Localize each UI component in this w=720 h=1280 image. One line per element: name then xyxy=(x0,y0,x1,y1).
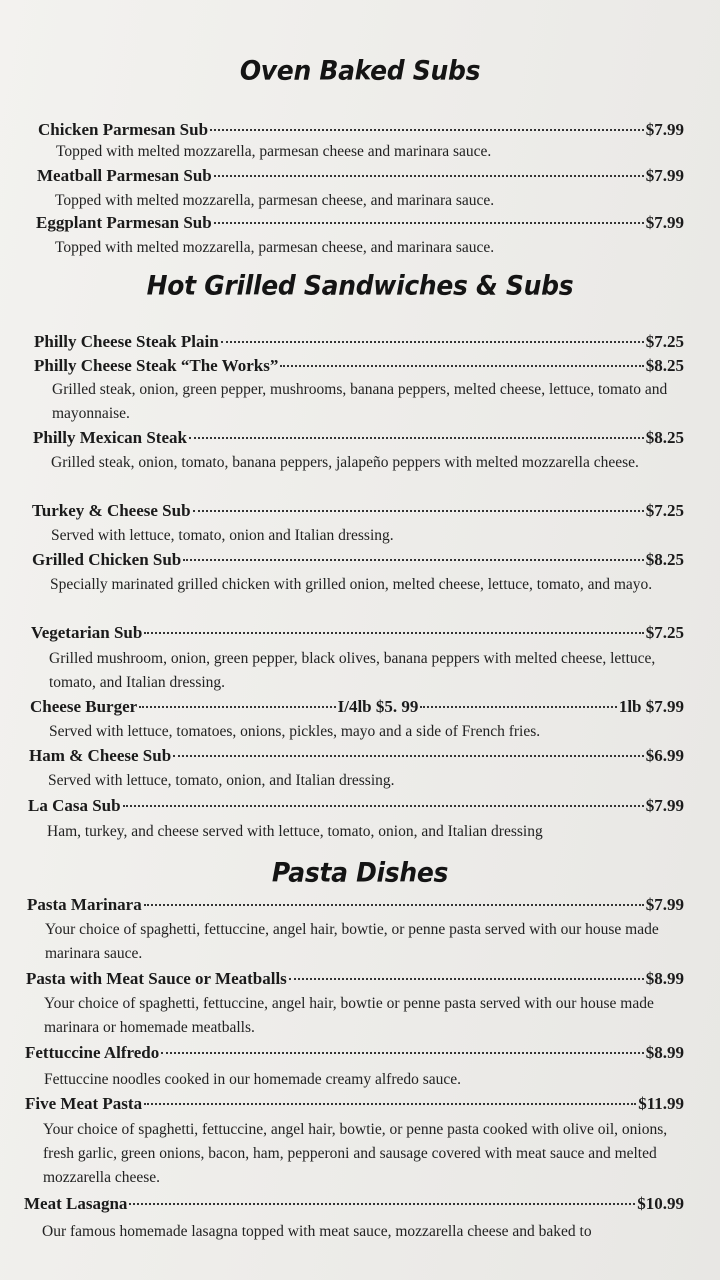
item-price: $7.25 xyxy=(645,332,684,351)
item-description: Served with lettuce, tomato, onion, and Italian dressing. xyxy=(48,772,395,789)
item-price: $10.99 xyxy=(637,1194,684,1213)
item-name: Pasta with Meat Sauce or Meatballs xyxy=(26,969,287,988)
item-name: Cheese Burger xyxy=(30,697,138,716)
item-price: $8.25 xyxy=(645,550,684,569)
leader-dots xyxy=(280,365,643,367)
item-price: $8.99 xyxy=(645,1043,684,1062)
leader-dots xyxy=(221,341,644,343)
item-description: Your choice of spaghetti, fettuccine, angel hair, bowtie, or penne pasta cooked with olive oil, onions, fresh garlic, green onions, bacon, ham, pepperoni and sausage covered with meat sauce and melted mozzarella cheese. xyxy=(43,1121,668,1186)
leader-dots xyxy=(210,129,644,131)
item-price: $8.99 xyxy=(645,969,684,988)
menu-item-philly-cheese-steak-plain xyxy=(34,332,684,352)
item-name: Chicken Parmesan Sub xyxy=(38,120,209,139)
item-name: Vegetarian Sub xyxy=(31,623,143,642)
leader-dots xyxy=(144,904,644,906)
item-description: Our famous homemade lasagna topped with meat sauce, mozzarella cheese and baked to xyxy=(42,1223,592,1240)
menu-item-pasta-meat-sauce xyxy=(26,969,684,989)
menu-item-philly-cheese-steak-works xyxy=(34,356,684,376)
menu-item-grilled-chicken-sub xyxy=(32,550,684,570)
leader-dots xyxy=(289,978,644,980)
item-name: Grilled Chicken Sub xyxy=(32,550,182,569)
leader-dots xyxy=(214,222,644,224)
item-price: $8.25 xyxy=(645,428,684,447)
menu-item-eggplant-parmesan-sub xyxy=(36,213,684,233)
leader-dots xyxy=(139,706,335,708)
menu-item-meat-lasagna xyxy=(24,1194,684,1214)
leader-dots xyxy=(123,805,644,807)
item-name: Meatball Parmesan Sub xyxy=(37,166,212,185)
item-description: Served with lettuce, tomato, onion and Italian dressing. xyxy=(51,527,394,544)
menu-item-la-casa-sub xyxy=(28,796,684,816)
item-description: Specially marinated grilled chicken with grilled onion, melted cheese, lettuce, tomato, and mayo. xyxy=(50,576,653,593)
item-price: $7.99 xyxy=(645,120,684,139)
item-name: Five Meat Pasta xyxy=(25,1094,143,1113)
item-description: Your choice of spaghetti, fettuccine, angel hair, bowtie or penne pasta served with our house made marinara or homemade meatballs. xyxy=(44,995,654,1036)
item-price: $7.99 xyxy=(645,213,684,232)
item-description: Topped with melted mozzarella, parmesan cheese, and marinara sauce. xyxy=(55,239,495,256)
item-price: $6.99 xyxy=(645,746,684,765)
menu-item-meatball-parmesan-sub xyxy=(37,166,684,186)
item-name: Eggplant Parmesan Sub xyxy=(36,213,212,232)
section-title-oven-baked-subs: Oven Baked Subs xyxy=(239,55,481,86)
item-name: Pasta Marinara xyxy=(27,895,142,914)
item-name: Turkey & Cheese Sub xyxy=(32,501,191,520)
menu-item-chicken-parmesan-sub xyxy=(38,120,684,140)
leader-dots xyxy=(420,706,616,708)
item-description: Topped with melted mozzarella, parmesan cheese and marinara sauce. xyxy=(56,143,492,160)
menu-item-fettuccine-alfredo xyxy=(25,1043,684,1063)
item-description: Grilled steak, onion, green pepper, mushrooms, banana peppers, melted cheese, lettuce, tomato and mayonnaise. xyxy=(52,381,668,422)
item-description: Topped with melted mozzarella, parmesan cheese, and marinara sauce. xyxy=(55,192,495,209)
menu-item-vegetarian-sub xyxy=(31,623,684,643)
menu-item-philly-mexican-steak xyxy=(33,428,684,448)
item-name: Ham & Cheese Sub xyxy=(29,746,172,765)
menu-item-ham-cheese-sub xyxy=(29,746,684,766)
item-description: Ham, turkey, and cheese served with lettuce, tomato, onion, and Italian dressing xyxy=(47,823,543,840)
item-name: Meat Lasagna xyxy=(24,1194,128,1213)
section-title-pasta-dishes: Pasta Dishes xyxy=(271,857,449,888)
item-price-quarter-lb: I/4lb $5. 99 xyxy=(337,697,419,716)
menu-item-five-meat-pasta xyxy=(25,1094,684,1114)
menu-item-pasta-marinara xyxy=(27,895,684,915)
item-price: $7.25 xyxy=(645,623,684,642)
item-description: Served with lettuce, tomatoes, onions, pickles, mayo and a side of French fries. xyxy=(49,723,541,740)
leader-dots xyxy=(183,559,643,561)
leader-dots xyxy=(144,1103,636,1105)
section-title-hot-grilled: Hot Grilled Sandwiches & Subs xyxy=(146,270,574,301)
item-name: Philly Cheese Steak Plain xyxy=(34,332,219,351)
leader-dots xyxy=(214,175,644,177)
item-price: $7.99 xyxy=(645,166,684,185)
item-price: $7.99 xyxy=(645,796,684,815)
item-price: $8.25 xyxy=(645,356,684,375)
item-price: $7.99 xyxy=(645,895,684,914)
leader-dots xyxy=(189,437,644,439)
item-price-one-lb: 1lb $7.99 xyxy=(618,697,685,716)
item-description: Grilled steak, onion, tomato, banana peppers, jalapeño peppers with melted mozzarella cheese. xyxy=(51,454,639,471)
item-price: $7.25 xyxy=(645,501,684,520)
item-description: Fettuccine noodles cooked in our homemade creamy alfredo sauce. xyxy=(44,1071,462,1088)
item-name: Fettuccine Alfredo xyxy=(25,1043,160,1062)
menu-item-turkey-cheese-sub xyxy=(32,501,684,521)
item-name: Philly Cheese Steak “The Works” xyxy=(34,356,279,375)
item-description: Grilled mushroom, onion, green pepper, black olives, banana peppers with melted cheese, lettuce, tomato, and Italian dressing. xyxy=(49,650,656,691)
item-name: Philly Mexican Steak xyxy=(33,428,187,447)
leader-dots xyxy=(144,632,643,634)
item-price: $11.99 xyxy=(638,1094,684,1113)
leader-dots xyxy=(193,510,644,512)
menu-item-cheese-burger xyxy=(30,697,684,717)
item-description: Your choice of spaghetti, fettuccine, angel hair, bowtie, or penne pasta served with our house made marinara sauce. xyxy=(45,921,659,962)
leader-dots xyxy=(129,1203,635,1205)
leader-dots xyxy=(173,755,644,757)
item-name: La Casa Sub xyxy=(28,796,121,815)
leader-dots xyxy=(161,1052,644,1054)
